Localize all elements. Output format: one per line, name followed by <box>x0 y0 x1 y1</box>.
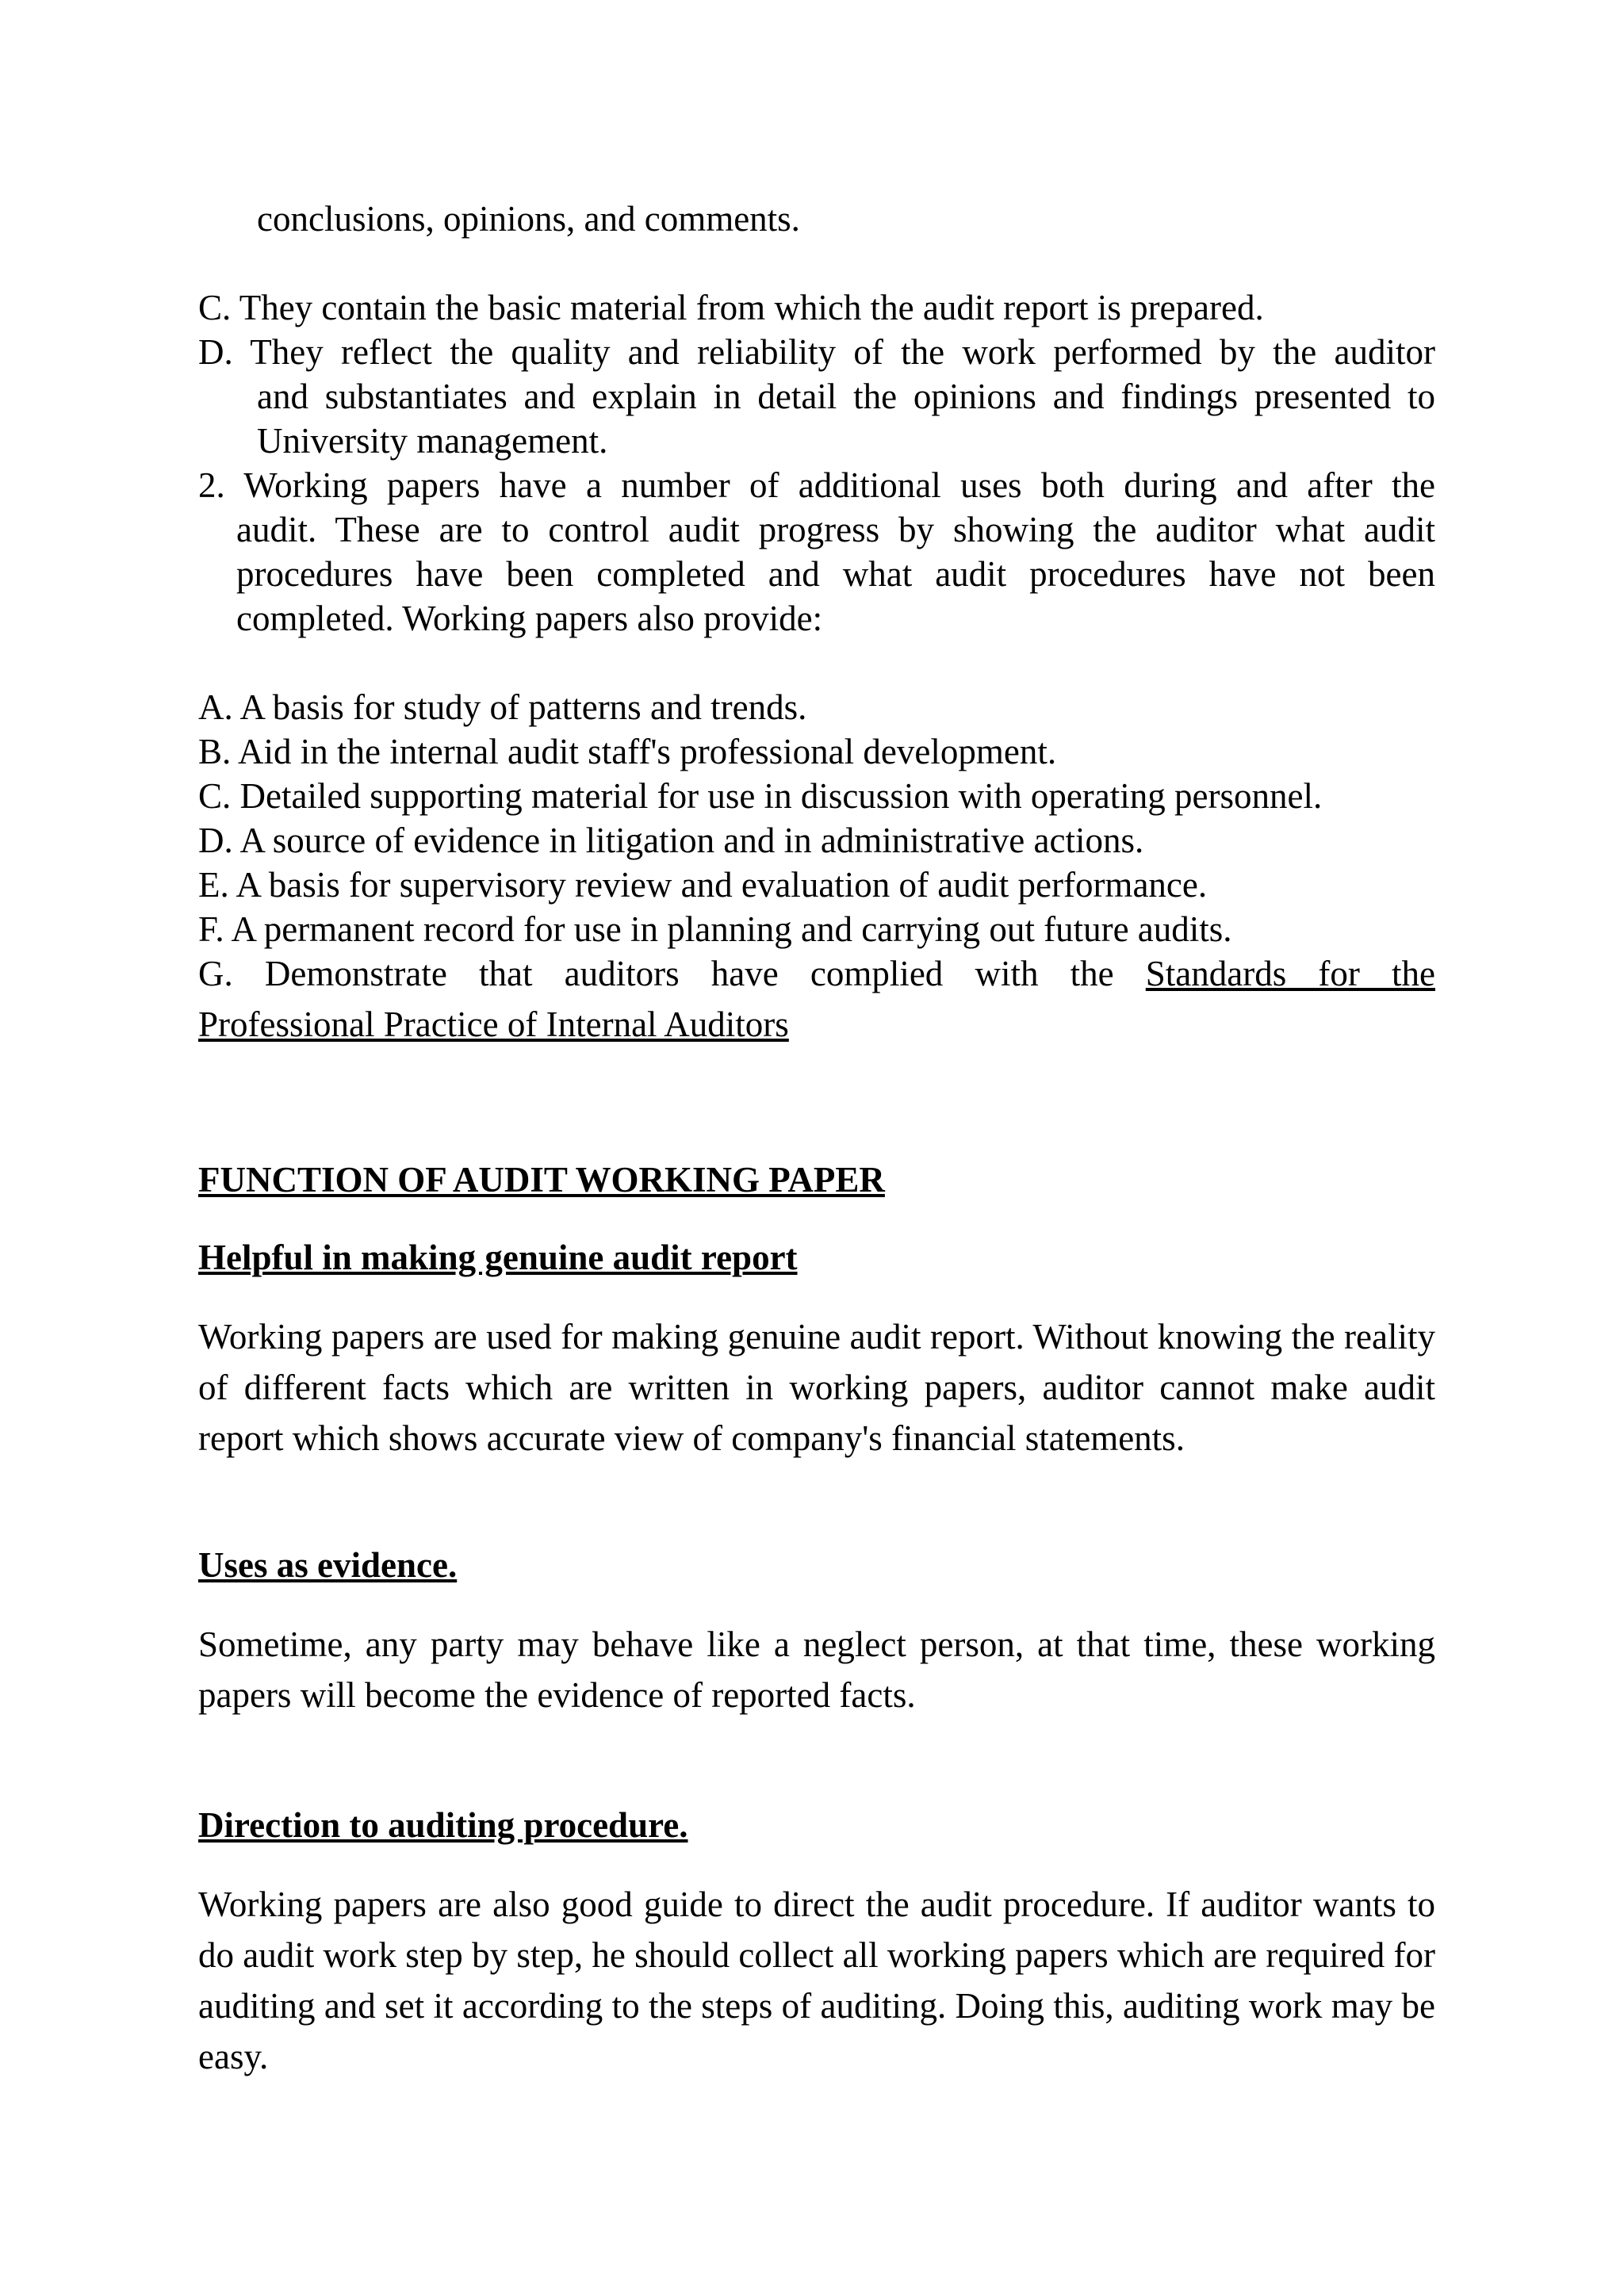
paragraph-genuine-report: Working papers are used for making genuine audit report. Without knowing the reality of different facts which are written in working papers, auditor cannot make audit report which shows accurate view of company's financial statements. <box>198 1317 1435 1458</box>
section-heading: FUNCTION OF AUDIT WORKING PAPER <box>198 1160 885 1200</box>
subheading-evidence: Uses as evidence. <box>198 1545 458 1585</box>
subheading-direction: Direction to auditing procedure. <box>198 1805 688 1845</box>
purpose-item-d-line-2: and substantiates and explain in detail the opinions and findings presented to <box>257 377 1435 416</box>
use-item-e: E. A basis for supervisory review and evaluation of audit performance. <box>198 865 1208 905</box>
purpose-item-d-line-3: University management. <box>257 421 608 461</box>
point-2-line-2: audit. These are to control audit progress by showing the auditor what audit <box>236 510 1435 549</box>
paragraph-evidence: Sometime, any party may behave like a neglect person, at that time, these working papers will become the evidence of reported facts. <box>198 1624 1435 1715</box>
standards-title-part-1: Standards for the <box>1145 954 1435 993</box>
point-2-line-1: 2. Working papers have a number of additional uses both during and after the <box>198 465 1435 505</box>
use-item-f: F. A permanent record for use in planning and carrying out future audits. <box>198 909 1232 949</box>
subheading-genuine-report: Helpful in making genuine audit report <box>198 1238 798 1277</box>
purpose-item-c: C. They contain the basic material from which the audit report is prepared. <box>198 288 1264 327</box>
use-item-c: C. Detailed supporting material for use in discussion with operating personnel. <box>198 776 1323 816</box>
use-item-g-line-2 <box>198 1002 1435 1047</box>
use-item-d: D. A source of evidence in litigation and in administrative actions. <box>198 821 1144 860</box>
use-item-a: A. A basis for study of patterns and trends. <box>198 687 807 727</box>
point-2-line-4: completed. Working papers also provide: <box>236 599 823 638</box>
standards-title-part-2: Professional Practice of Internal Auditors <box>198 1004 789 1044</box>
use-item-b: B. Aid in the internal audit staff's professional development. <box>198 732 1057 771</box>
point-2-line-3: procedures have been completed and what audit procedures have not been <box>236 554 1435 594</box>
intro-tail-line: conclusions, opinions, and comments. <box>257 199 800 239</box>
paragraph-direction: Working papers are also good guide to direct the audit procedure. If auditor wants to do audit work step by step, he should collect all working papers which are required for auditing and set it according to the steps of auditing. Doing this, auditing work may be easy. <box>198 1885 1435 2076</box>
use-item-g-text: G. Demonstrate that auditors have complied with the <box>198 954 1114 993</box>
purpose-item-d-line-1: D. They reflect the quality and reliability of the work performed by the auditor <box>198 332 1435 372</box>
use-item-g-line-1 <box>198 951 1435 996</box>
